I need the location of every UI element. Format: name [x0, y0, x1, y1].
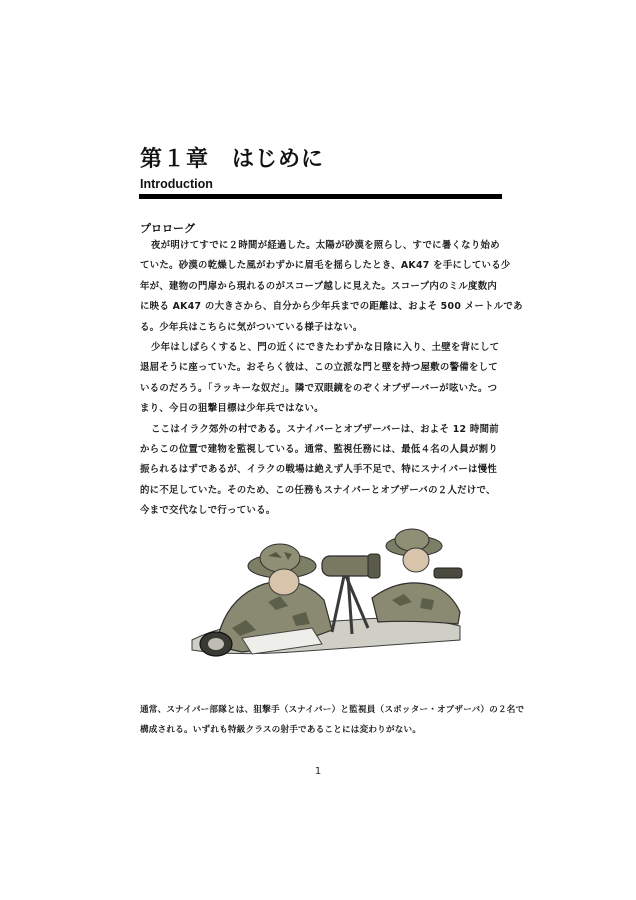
paragraph-line: からこの位置で建物を監視している。通常、監視任務には、最低４名の人員が割り — [140, 444, 498, 456]
paragraph-line: まり、今日の狙撃目標は少年兵ではない。 — [140, 403, 324, 415]
paragraph-line: 振られるはずであるが、イラクの戦場は絶えず人手不足で、特にスナイパーは慢性 — [140, 464, 498, 476]
body-text — [140, 236, 523, 522]
paragraph-line: に映る AK47 の大きさから、自分から少年兵までの距離は、およそ 500 メートルであ — [140, 301, 523, 313]
paragraph-line: る。少年兵はこちらに気がついている様子はない。 — [140, 321, 363, 333]
paragraph-line: 年が、建物の門扉から現れるのがスコープ越しに見えた。スコープ内のミル度数内 — [140, 280, 498, 292]
paragraph-line: 今まで交代なしで行っている。 — [140, 505, 276, 517]
paragraph-line: ていた。砂漠の乾燥した風がわずかに眉毛を揺らしたとき、AK47 を手にしている少 — [140, 260, 511, 272]
figure-caption — [140, 700, 525, 740]
caption-line: 構成される。いずれも特級クラスの射手であることには変わりがない。 — [140, 725, 422, 735]
section-heading: プロローグ — [140, 222, 195, 235]
sniper-team-illustration — [172, 528, 464, 663]
paragraph-line: ここはイラク郊外の村である。スナイパーとオブザーバーは、およそ 12 時間前 — [151, 423, 499, 435]
heading-rule — [139, 194, 502, 199]
paragraph-line: 退屈そうに座っていた。おそらく彼は、この立派な門と壁を持つ屋敷の警備をして — [140, 362, 498, 374]
chapter-title: 第１章 はじめに — [140, 147, 325, 172]
paragraph-line: 的に不足していた。そのため、この任務もスナイパーとオブザーバの２人だけで、 — [140, 484, 496, 496]
caption-line: 通常、スナイパー部隊とは、狙撃手（スナイパー）と監視員（スポッター・オブザーバ）の２名で — [140, 705, 525, 715]
paragraph-line: 夜が明けてすでに２時間が経過した。太陽が砂漠を照らし、すでに暑くなり始め — [151, 240, 500, 251]
chapter-subtitle: Introduction — [140, 177, 213, 191]
page-number: 1 — [314, 766, 322, 777]
paragraph-line: いるのだろう。「ラッキーな奴だ」。隣で双眼鏡をのぞくオブザーバーが呟いた。つ — [140, 382, 498, 394]
paragraph-line: 少年はしばらくすると、門の近くにできたわずかな日陰に入り、土壁を背にして — [151, 342, 500, 354]
